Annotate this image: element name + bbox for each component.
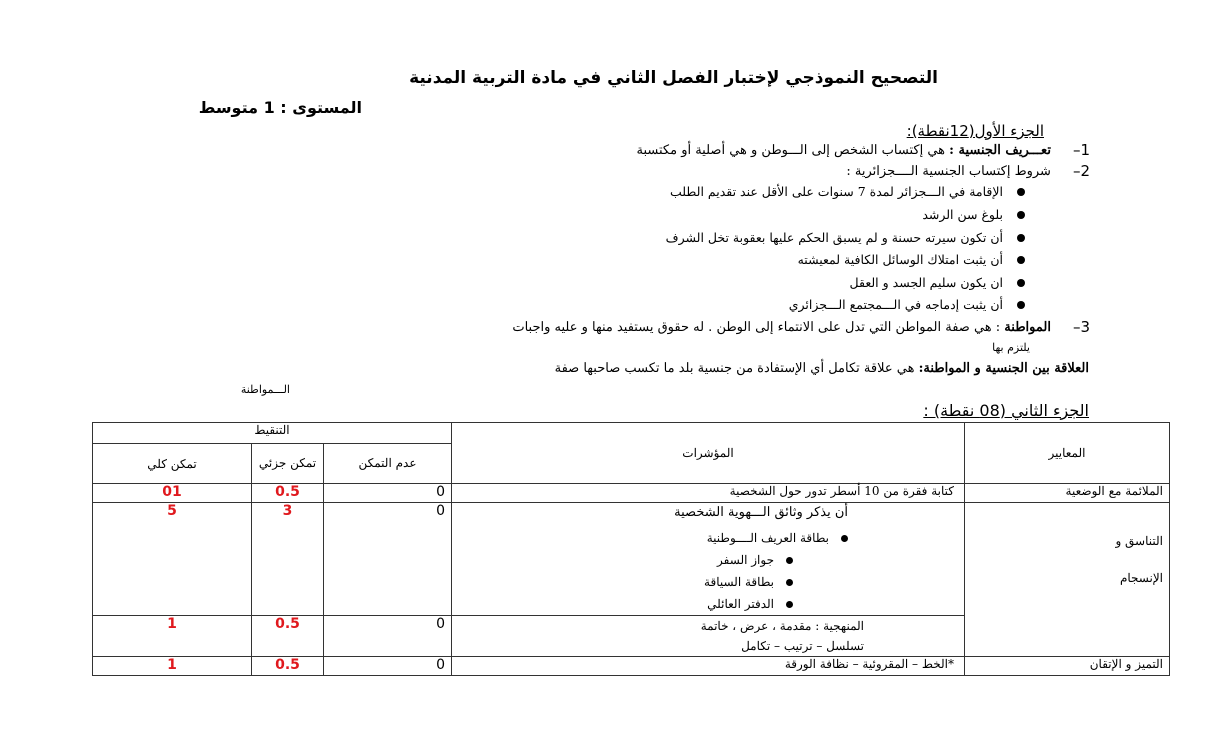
indicator-text: أن يذكر وثائق الـــهوية الشخصية xyxy=(674,505,848,520)
bullet-icon xyxy=(1017,234,1025,242)
condition-item: بلوغ سن الرشد xyxy=(922,207,1025,222)
document-title: التصحيح النموذجي لإختبار الفصل الثاني في مادة التربية المدنية xyxy=(409,68,938,88)
part1-heading: الجزء الأول(12نقطة): xyxy=(906,122,1044,140)
citizenship-text: : هي صفة المواطن التي تدل على الانتماء إلى الوطن . له حقوق يستفيد منها و عليه واجبات xyxy=(512,319,1005,335)
relation-term: العلاقة بين الجنسية و المواطنة: xyxy=(918,361,1089,376)
bullet-icon xyxy=(1017,301,1025,309)
no-mastery-header: عدم التمكن xyxy=(324,444,452,484)
full-score: 01 xyxy=(93,484,252,503)
item-number: 1– xyxy=(1072,141,1090,159)
partial-mastery-header: تمكن جزئي xyxy=(252,444,324,484)
partial-score: 0.5 xyxy=(252,657,324,676)
bullet-icon xyxy=(841,535,848,542)
document-item: الدفتر العائلي xyxy=(458,593,958,615)
full-score: 5 xyxy=(93,503,252,616)
document-item: بطاقة السياقة xyxy=(458,571,958,593)
full-mastery-header: تمكن كلي xyxy=(93,444,252,484)
none-score: 0 xyxy=(324,503,452,616)
indicator-text-line1: المنهجية : مقدمة ، عرض ، خاتمة xyxy=(700,619,864,633)
partial-score: 0.5 xyxy=(252,616,324,657)
indicator-cell xyxy=(452,503,965,616)
level-label: المستوى : 1 متوسط xyxy=(198,98,362,117)
bullet-icon xyxy=(1017,256,1025,264)
table-row xyxy=(93,503,1170,616)
part2-heading: الجزء الثاني (08 نقطة) : xyxy=(923,401,1089,420)
condition-item: ان يكون سليم الجسد و العقل xyxy=(850,275,1025,290)
bullet-icon xyxy=(786,601,793,608)
item-1 xyxy=(637,141,1091,159)
bullet-icon xyxy=(1017,211,1025,219)
bullet-icon xyxy=(1017,188,1025,196)
item-3 xyxy=(512,318,1090,336)
table-row xyxy=(93,657,1170,676)
item-number: 2– xyxy=(1072,162,1090,180)
conditions-heading: شروط إكتساب الجنسية الــــجزائرية : xyxy=(846,163,1051,179)
citizenship-term: المواطنة xyxy=(1004,319,1051,335)
document-item: جواز السفر xyxy=(458,549,958,571)
full-score: 1 xyxy=(93,657,252,676)
item-3-continuation: يلتزم بها xyxy=(992,341,1030,354)
criteria-header: المعايير xyxy=(965,423,1170,484)
none-score: 0 xyxy=(324,484,452,503)
partial-score: 0.5 xyxy=(252,484,324,503)
grading-table xyxy=(92,422,1170,676)
condition-item: أن تكون سيرته حسنة و لم يسبق الحكم عليها بعقوبة تخل الشرف xyxy=(666,230,1025,245)
bullet-icon xyxy=(786,557,793,564)
indicators-header: المؤشرات xyxy=(452,423,965,484)
indicator-cell xyxy=(452,616,965,657)
criteria-text-line2: الإنسجام xyxy=(1119,571,1163,585)
indicator-text: كتابة فقرة من 10 أسطر تدور حول الشخصية xyxy=(452,484,965,503)
none-score: 0 xyxy=(324,616,452,657)
condition-item: أن يثبت امتلاك الوسائل الكافية لمعيشته xyxy=(798,252,1025,267)
table-row xyxy=(93,484,1170,503)
condition-item: الإقامة في الـــجزائر لمدة 7 سنوات على الأقل عند تقديم الطلب xyxy=(670,184,1025,199)
document-item: بطاقة العريف الــــوطنية xyxy=(458,527,958,549)
full-score: 1 xyxy=(93,616,252,657)
relation-text: هي علاقة تكامل أي الإستفادة من جنسية بلد ما تكسب صاحبها صفة xyxy=(554,361,919,376)
indicator-text: *الخط – المقروئية – نظافة الورقة xyxy=(452,657,965,676)
bullet-icon xyxy=(1017,279,1025,287)
criteria-text: الملائمة مع الوضعية xyxy=(965,484,1170,503)
item-2 xyxy=(846,162,1090,180)
criteria-cell xyxy=(965,503,1170,657)
bullet-icon xyxy=(786,579,793,586)
definition-text: هي إكتساب الشخص إلى الـــوطن و هي أصلية أو مكتسبة xyxy=(636,142,950,158)
relation-paragraph xyxy=(555,361,1089,376)
item-number: 3– xyxy=(1072,318,1090,336)
none-score: 0 xyxy=(324,657,452,676)
partial-score: 3 xyxy=(252,503,324,616)
grading-header: التنقيط xyxy=(93,423,452,444)
definition-term: تعـــريف الجنسية : xyxy=(949,142,1051,158)
indicator-text-line2: تسلسل – ترتيب – تكامل xyxy=(741,639,864,653)
criteria-text-line1: التناسق و xyxy=(1115,534,1163,548)
criteria-text: التميز و الإتقان xyxy=(965,657,1170,676)
condition-item: أن يثبت إدماجه في الـــمجتمع الـــجزائري xyxy=(789,297,1025,312)
relation-continuation: الـــمواطنة xyxy=(240,383,290,396)
